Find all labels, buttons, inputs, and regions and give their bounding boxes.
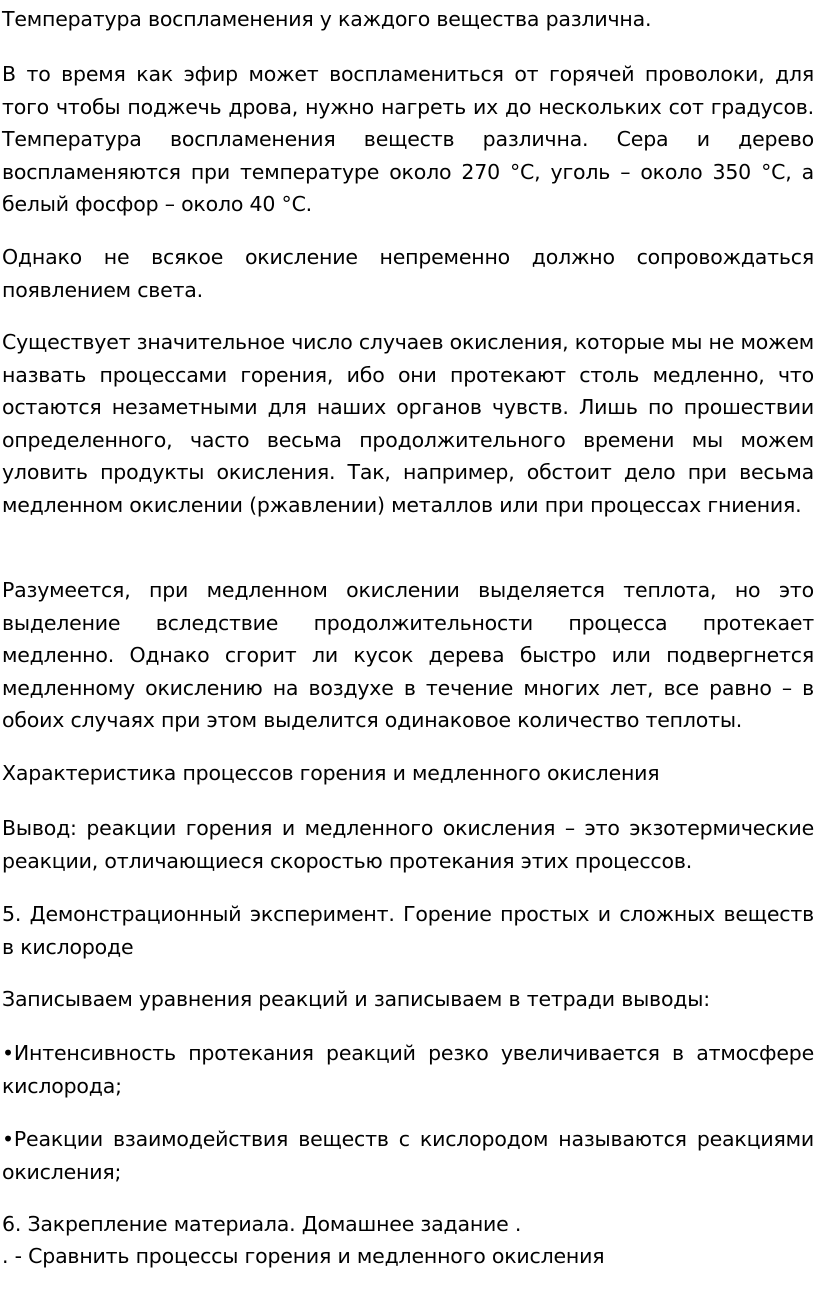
paragraph-oxidation-light: Однако не всякое окисление непременно должно сопровождаться появлением света. — [2, 245, 814, 302]
paragraph-write-equations: Записываем уравнения реакций и записываем в тетради выводы: — [2, 987, 710, 1011]
list-item-oxidation-definition: •Реакции взаимодействия веществ с кислородом называются реакциями окисления; — [2, 1127, 814, 1184]
paragraph-slow-oxidation: Существует значительное число случаев окисления, которые мы не можем назвать процессами горения, ибо они протекают столь медленно, что остаются незаметными для наших органов чувств. Лишь по прошествии определенного, часто весьма продолжительного времени мы можем уловить продукты окисления. Так, например, обстоит дело при весьма медленном окислении (ржавлении) металлов или при процессах гниения. — [2, 330, 814, 517]
list-item-intensity: •Интенсивность протекания реакций резко увеличивается в атмосфере кислорода; — [2, 1041, 814, 1098]
paragraph-heat-release: Разумеется, при медленном окислении выделяется теплота, но это выделение вследствие продолжительности процесса протекает медленно. Однако сгорит ли кусок дерева быстро или подвергнется медленному окислению на воздухе в течение многих лет, все равно – в обоих случаях при этом выделится одинаковое количество теплоты. — [2, 578, 814, 732]
paragraph-demonstration: 5. Демонстрационный эксперимент. Горение простых и сложных веществ в кислороде — [2, 902, 814, 959]
paragraph-ignition-intro: Температура воспламенения у каждого вещества различна. — [2, 7, 652, 31]
paragraph-homework-heading: 6. Закрепление материала. Домашнее задание . — [2, 1212, 522, 1236]
paragraph-characteristics-heading: Характеристика процессов горения и медленного окисления — [2, 761, 660, 785]
paragraph-conclusion: Вывод: реакции горения и медленного окисления – это экзотермические реакции, отличающиеся скоростью протекания этих процессов. — [2, 816, 814, 873]
paragraph-ignition-temperatures: В то время как эфир может воспламениться от горячей проволоки, для того чтобы поджечь дрова, нужно нагреть их до нескольких сот градусов. Температура воспламенения веществ различна. Сера и дерево воспламеняются при температуре около 270 °С, уголь – около 350 °С, а белый фосфор – около 40 °С. — [2, 62, 814, 216]
paragraph-homework-task: . - Сравнить процессы горения и медленного окисления — [2, 1244, 605, 1268]
